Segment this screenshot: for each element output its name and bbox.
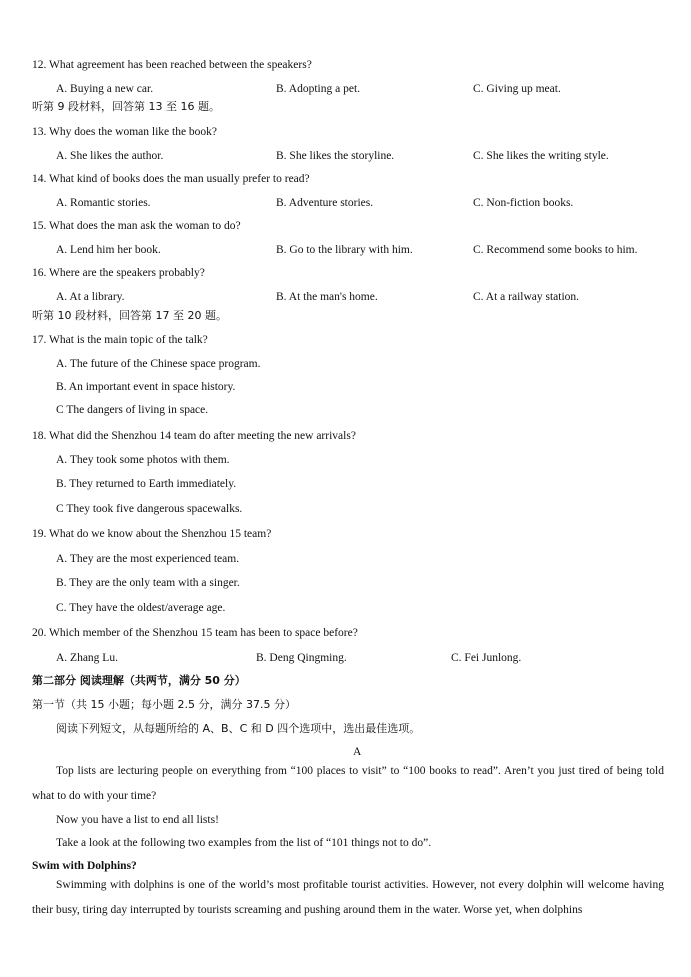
q17-option-c: C The dangers of living in space. xyxy=(56,404,209,416)
instruction-passage-10: 听第 10 段材料，回答第 17 至 20 题。 xyxy=(32,309,227,322)
q13-option-c: C. She likes the writing style. xyxy=(473,150,609,162)
question-13: 13. Why does the woman like the book? xyxy=(32,126,218,138)
question-14: 14. What kind of books does the man usually prefer to read? xyxy=(32,173,310,185)
q13-option-b: B. She likes the storyline. xyxy=(276,150,395,162)
q20-option-c: C. Fei Junlong. xyxy=(451,652,522,664)
q19-option-c: C. They have the oldest/average age. xyxy=(56,602,226,614)
question-17: 17. What is the main topic of the talk? xyxy=(32,334,208,346)
passage-paragraph-2: Now you have a list to end all lists! xyxy=(56,814,219,826)
part2-title: 第二部分 阅读理解（共两节，满分 50 分） xyxy=(32,674,246,687)
q14-option-c: C. Non-fiction books. xyxy=(473,197,574,209)
q20-option-b: B. Deng Qingming. xyxy=(256,652,347,664)
q14-option-a: A. Romantic stories. xyxy=(56,197,151,209)
q19-option-b: B. They are the only team with a singer. xyxy=(56,577,240,589)
passage-paragraph-3: Take a look at the following two examples from the list of “101 things not to do”. xyxy=(56,837,432,849)
q13-option-a: A. She likes the author. xyxy=(56,150,164,162)
question-15: 15. What does the man ask the woman to do? xyxy=(32,220,241,232)
question-12: 12. What agreement has been reached between the speakers? xyxy=(32,59,312,71)
q12-option-c: C. Giving up meat. xyxy=(473,83,561,95)
q18-option-c: C They took five dangerous spacewalks. xyxy=(56,503,243,515)
q16-option-c: C. At a railway station. xyxy=(473,291,580,303)
q17-option-b: B. An important event in space history. xyxy=(56,381,236,393)
passage-paragraph-4: Swimming with dolphins is one of the world’s most profitable tourist activities. However, not every dolphin will welcome having their busy, tiring day interrupted by tourists screaming and pushing around them in the water. Worse yet, when dolphins xyxy=(32,879,664,916)
q19-option-a: A. They are the most experienced team. xyxy=(56,553,240,565)
question-18: 18. What did the Shenzhou 14 team do after meeting the new arrivals? xyxy=(32,430,356,442)
q14-option-b: B. Adventure stories. xyxy=(276,197,374,209)
instruction-passage-9: 听第 9 段材料，回答第 13 至 16 题。 xyxy=(32,100,220,113)
q16-option-b: B. At the man's home. xyxy=(276,291,378,303)
q17-option-a: A. The future of the Chinese space program. xyxy=(56,358,261,370)
section1-title: 第一节（共 15 小题；每小题 2.5 分，满分 37.5 分） xyxy=(32,698,296,711)
question-20: 20. Which member of the Shenzhou 15 team has been to space before? xyxy=(32,627,358,639)
passage-letter: A xyxy=(353,746,362,758)
reading-direction: 阅读下列短文，从每题所给的 A、B、C 和 D 四个选项中，选出最佳选项。 xyxy=(56,722,421,735)
q16-option-a: A. At a library. xyxy=(56,291,125,303)
q20-option-a: A. Zhang Lu. xyxy=(56,652,118,664)
q12-option-b: B. Adopting a pet. xyxy=(276,83,361,95)
q15-option-a: A. Lend him her book. xyxy=(56,244,161,256)
passage-heading: Swim with Dolphins? xyxy=(32,860,137,872)
passage-paragraph-1: Top lists are lecturing people on everything from “100 places to visit” to “100 books to read”. Aren’t you just tired of being told what to do with your time? xyxy=(32,765,664,802)
q18-option-b: B. They returned to Earth immediately. xyxy=(56,478,237,490)
q15-option-c: C. Recommend some books to him. xyxy=(473,244,638,256)
question-19: 19. What do we know about the Shenzhou 15 team? xyxy=(32,528,272,540)
q15-option-b: B. Go to the library with him. xyxy=(276,244,413,256)
q18-option-a: A. They took some photos with them. xyxy=(56,454,230,466)
question-16: 16. Where are the speakers probably? xyxy=(32,267,205,279)
q12-option-a: A. Buying a new car. xyxy=(56,83,154,95)
